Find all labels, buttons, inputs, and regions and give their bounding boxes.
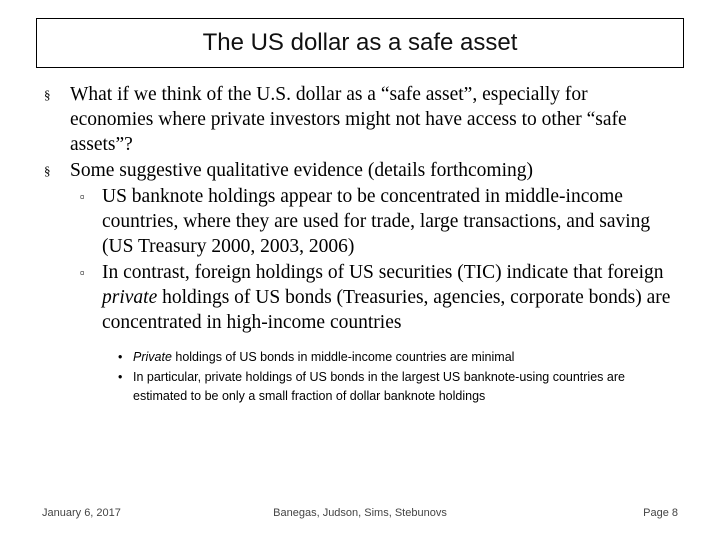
- slide-title-box: [36, 18, 684, 68]
- slide-title: The US dollar as a safe asset: [202, 29, 518, 56]
- subbullet-tic-holdings: [80, 260, 682, 335]
- third-level-list: [0, 348, 720, 406]
- detail-text: holdings of US bonds in middle-income countries are minimal: [171, 350, 515, 364]
- bullet-qualitative-evidence: [44, 158, 670, 183]
- emphasis-private: private: [102, 287, 158, 308]
- subbullet-text-before: In contrast, foreign holdings of US securities (TIC) indicate that foreign: [102, 262, 664, 283]
- bullet-safe-asset-question: [44, 82, 670, 157]
- square-bullet-icon: ▫: [80, 265, 85, 280]
- subbullet-text: US banknote holdings appear to be concentrated in middle-income countries, where they are used for trade, large transactions, and saving (US Treasury 2000, 2003, 2006): [102, 186, 651, 257]
- emphasis-private: Private: [133, 350, 172, 364]
- detail-largest-banknote-users: [118, 368, 678, 406]
- subbullet-banknote-holdings: [80, 184, 682, 259]
- dot-bullet-icon: •: [118, 350, 123, 364]
- section-bullet-icon: §: [44, 163, 51, 178]
- footer-page-number: Page 8: [643, 507, 678, 519]
- detail-text: In particular, private holdings of US bonds in the largest US banknote-using countries are estimated to be only a small fraction of dollar banknote holdings: [133, 370, 625, 403]
- subbullet-text-after: holdings of US bonds (Treasuries, agencies, corporate bonds) are concentrated in high-income countries: [102, 287, 671, 333]
- section-bullet-icon: §: [44, 87, 51, 102]
- detail-middle-income: [118, 348, 678, 367]
- footer-date: January 6, 2017: [42, 507, 121, 519]
- bullet-text: What if we think of the U.S. dollar as a “safe asset”, especially for economies where private investors might not have access to other “safe assets”?: [70, 84, 627, 155]
- bullet-text: Some suggestive qualitative evidence (details forthcoming): [70, 160, 533, 181]
- square-bullet-icon: ▫: [80, 189, 85, 204]
- footer-authors: Banegas, Judson, Sims, Stebunovs: [273, 507, 447, 519]
- slide-content: [0, 82, 720, 407]
- dot-bullet-icon: •: [118, 370, 123, 384]
